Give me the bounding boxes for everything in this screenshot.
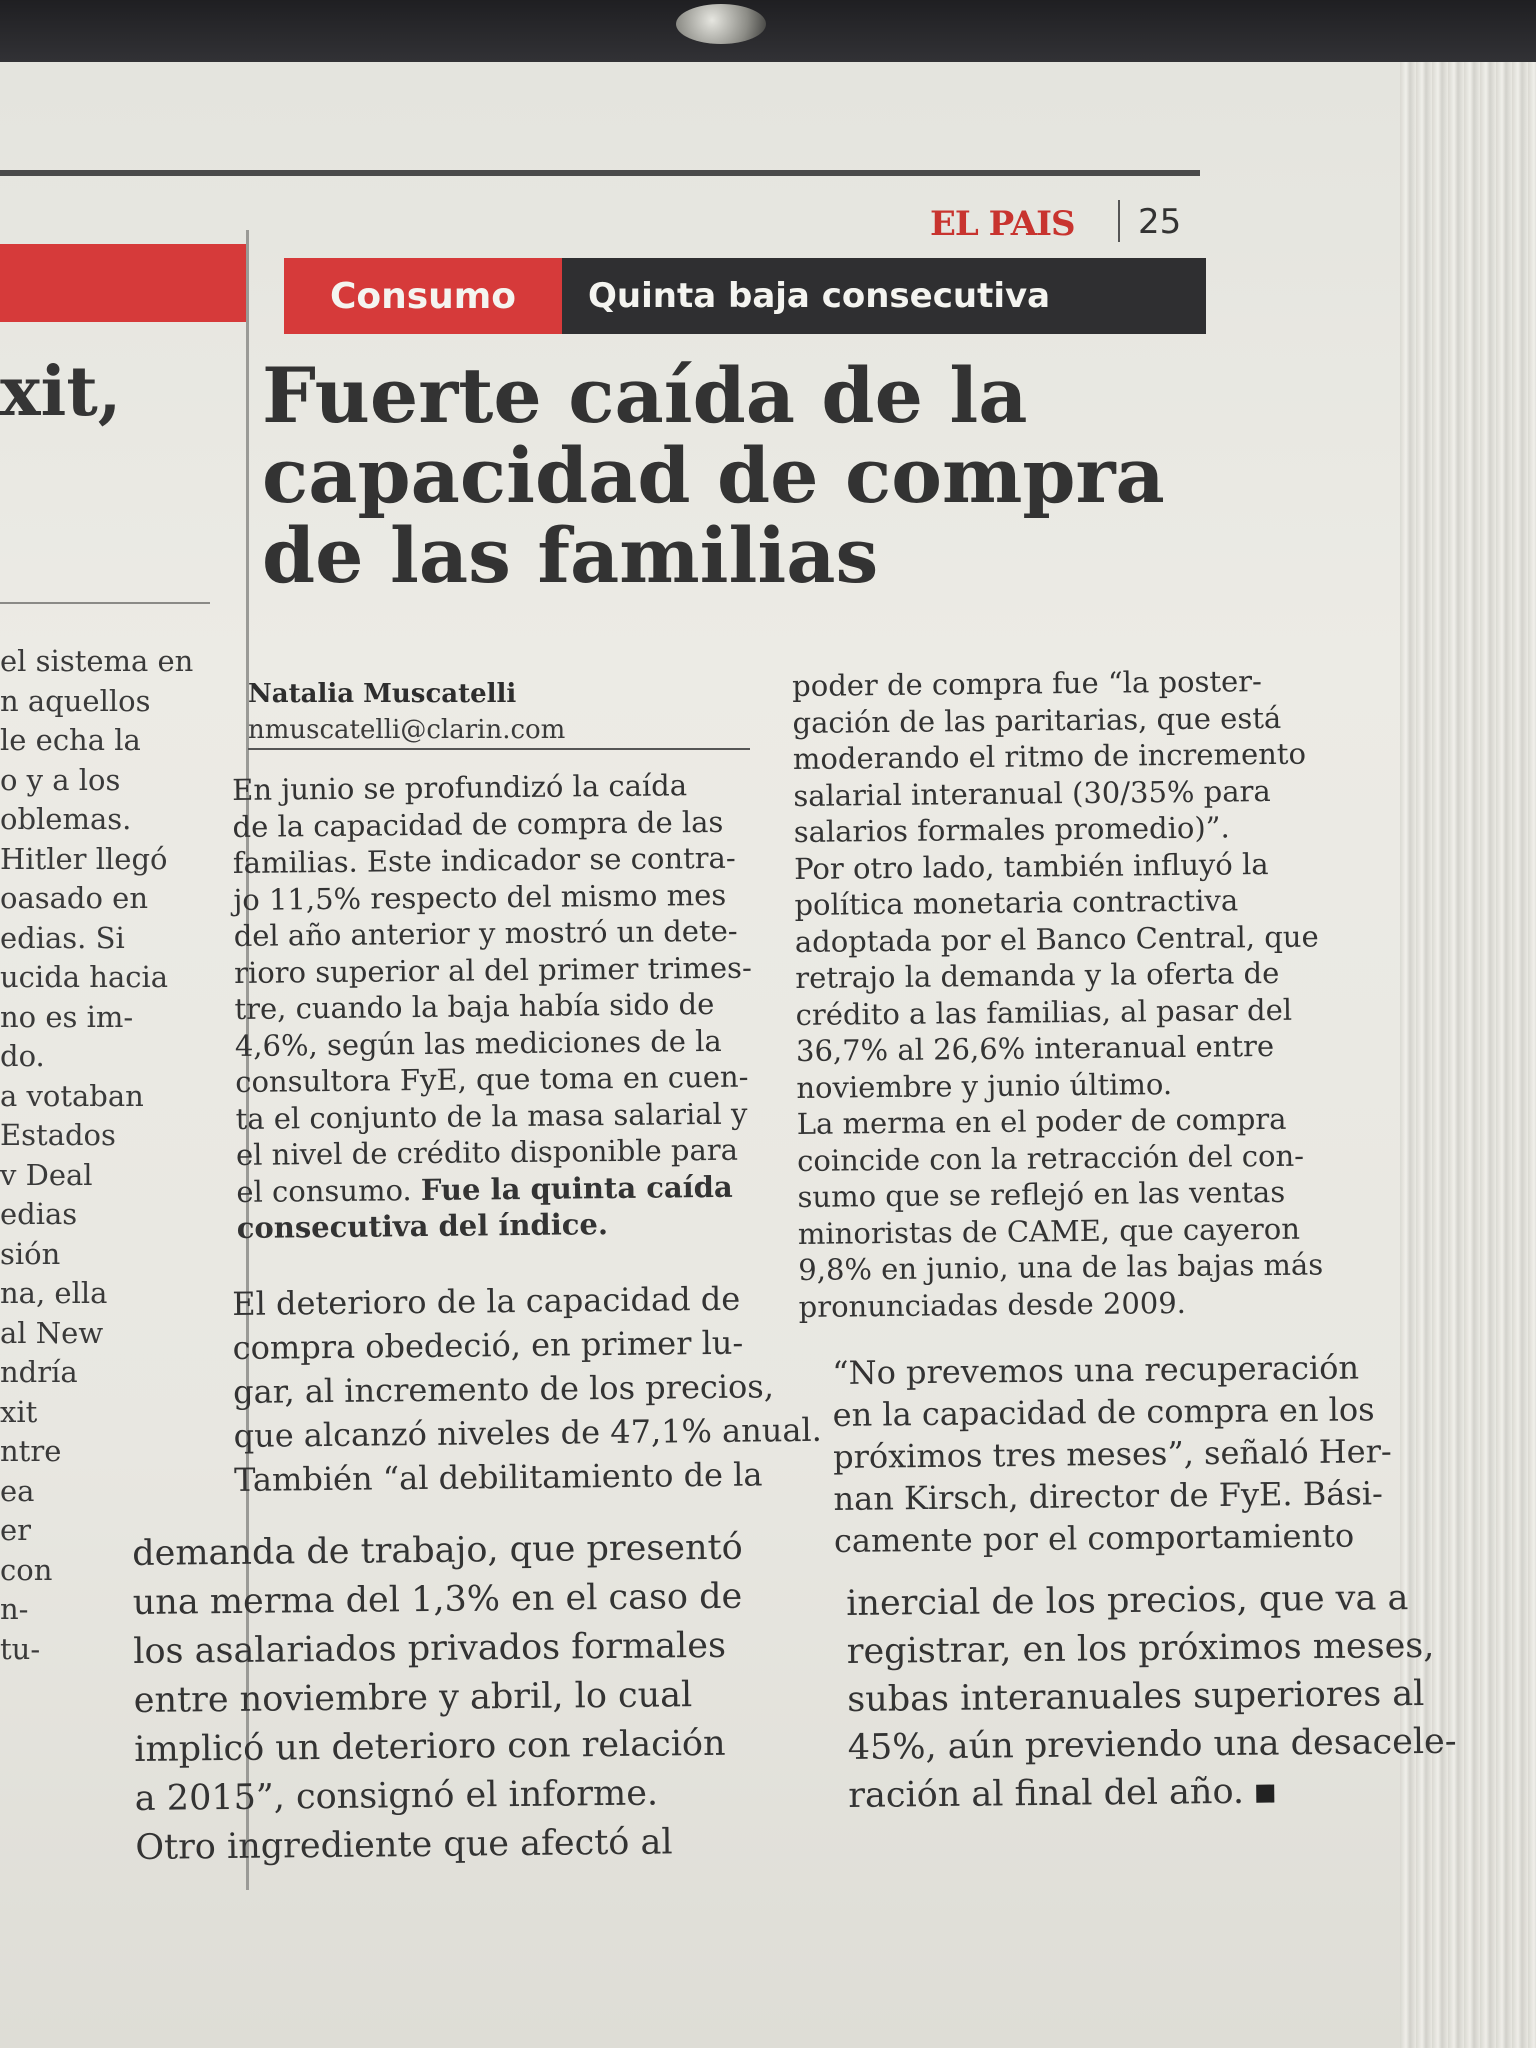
article-line: jo 11,5% respecto del mismo mes (233, 877, 727, 917)
bold-text: consecutiva del índice. (236, 1207, 609, 1245)
article-line: crédito a las familias, al pasar del (795, 992, 1293, 1032)
article-line: adoptada por el Banco Central, que (794, 919, 1319, 959)
article-line: al New (0, 1315, 104, 1350)
column-2-paragraph-end (846, 1574, 1457, 1820)
bold-text: Fue la quinta caída (420, 1169, 733, 1207)
article-line (236, 1168, 754, 1210)
article-column-1-cont2 (132, 1524, 746, 1873)
article-line: También “al debilitamiento de la (233, 1455, 763, 1499)
article-line: ntre (0, 1434, 62, 1468)
article-line: tre, cuando la baja había sido de (234, 986, 715, 1026)
article-line: política monetaria contractiva (794, 883, 1239, 922)
article-line: pronunciadas desde 2009. (798, 1285, 1187, 1324)
article-line: nan Kirsch, director de FyE. Bási- (833, 1474, 1384, 1518)
text-span: el consumo. (236, 1172, 422, 1209)
article-line: camente por el comportamiento (833, 1516, 1355, 1560)
article-line: inercial de los precios, que va a (846, 1578, 1409, 1624)
article-line: La merma en el poder de compra (796, 1101, 1287, 1141)
article-line: rioro superior al del primer trimes- (233, 950, 752, 990)
article-line: Otro ingrediente que afectó al (135, 1822, 673, 1868)
article-line: minoristas de CAME, que cayeron (797, 1211, 1301, 1251)
article-line: le echa la (0, 723, 141, 757)
article-line: en la capacidad de compra en los (832, 1390, 1375, 1434)
article-line: salarios formales promedio)”. (793, 810, 1230, 849)
article-line: ucida hacia (0, 960, 169, 994)
column-1-paragraph-1 (232, 767, 754, 1174)
article-line: coincide con la retracción del con- (796, 1138, 1305, 1178)
adjacent-section-bar (0, 244, 248, 322)
article-line: implicó un deterioro con relación (134, 1723, 726, 1770)
article-line: 45%, aún previendo una desacele- (847, 1721, 1457, 1768)
article-line: compra obedeció, en primer lu- (232, 1323, 744, 1367)
end-of-article-mark (1256, 1784, 1274, 1802)
article-line: edias (0, 1197, 78, 1231)
author-email: nmuscatelli@clarin.com (248, 715, 566, 745)
article-line: del año anterior y mostró un dete- (233, 913, 738, 953)
article-line: na, ella (0, 1276, 108, 1310)
article-line: Por otro lado, también influyó la (793, 846, 1269, 886)
section-subtitle: Quinta baja consecutiva (562, 258, 1206, 334)
article-line: Estados (0, 1118, 116, 1152)
article-line: a votaban (0, 1078, 144, 1113)
article-line: oasado en (0, 881, 149, 915)
article-line: una merma del 1,3% en el caso de (132, 1576, 743, 1623)
article-line: El deterioro de la capacidad de (232, 1279, 741, 1323)
article-column-2 (792, 663, 1324, 1325)
article-line: que alcanzó niveles de 47,1% anual. (233, 1410, 823, 1455)
article-line: n- (0, 1592, 29, 1626)
article-line: gar, al incremento de los precios, (232, 1367, 775, 1411)
top-rule (0, 170, 1200, 176)
article-line: 36,7% al 26,6% interanual entre (795, 1028, 1275, 1068)
article-line: “No prevemos una recuperación (832, 1348, 1360, 1392)
article-line: 9,8% en junio, una de las bajas más (798, 1247, 1324, 1287)
article-line: sumo que se reflejó en las ventas (797, 1174, 1286, 1214)
adjacent-article-column (0, 642, 212, 1669)
author-name: Natalia Muscatelli (248, 679, 517, 709)
article-line: el nivel de crédito disponible para (235, 1132, 739, 1172)
binder-clip (676, 4, 766, 44)
article-line: En junio se profundizó la caída (232, 768, 688, 807)
article-line: a 2015”, consignó el informe. (134, 1773, 659, 1819)
headline-line: de las familias (262, 511, 879, 600)
article-line: ración al final del año. (848, 1766, 1457, 1820)
headline-line: Fuerte caída de la (262, 351, 1028, 440)
article-line: v Deal (0, 1157, 93, 1192)
article-line: edias. Si (0, 920, 125, 955)
column-2-paragraph-quote (832, 1346, 1393, 1562)
logo-divider (1118, 200, 1120, 242)
article-line: xit (0, 1394, 38, 1429)
article-line: familias. Este indicador se contra- (232, 840, 736, 880)
article-line: consultora FyE, que toma en cuen- (235, 1059, 749, 1099)
article-column-2-cont2 (846, 1574, 1457, 1820)
section-tag: Consumo (284, 258, 562, 334)
article-line: entre noviembre y abril, lo cual (133, 1675, 693, 1721)
article-line: salarial interanual (30/35% para (793, 773, 1271, 813)
article-line: el sistema en (0, 644, 194, 678)
article-line: no es im- (0, 999, 134, 1034)
byline-rule (248, 748, 750, 750)
headline-line: capacidad de compra (262, 431, 1165, 520)
article-line: sión (0, 1236, 61, 1271)
column-1-paragraph-3 (132, 1524, 746, 1873)
article-line: Hitler llegó (0, 841, 168, 876)
article-line: er (0, 1513, 32, 1547)
article-line: n aquellos (0, 683, 151, 718)
article-line: con (0, 1552, 53, 1587)
article-line: 4,6%, según las mediciones de la (234, 1023, 722, 1063)
article-line: próximos tres meses”, señaló Her- (832, 1432, 1392, 1476)
article-line: do. (0, 1039, 45, 1073)
article-line: de la capacidad de compra de las (232, 804, 724, 844)
article-line: tu- (0, 1631, 41, 1666)
article-line: demanda de trabajo, que presentó (132, 1527, 743, 1574)
article-line (237, 1205, 755, 1247)
article-line: retrajo la demanda y la oferta de (795, 955, 1280, 995)
article-line: oblemas. (0, 802, 132, 836)
article-line: gación de las paritarias, que está (792, 700, 1282, 740)
article-line: moderando el ritmo de incremento (792, 736, 1307, 776)
article-line: o y a los (0, 762, 121, 797)
column-2-paragraphs (792, 663, 1324, 1325)
page-number: 25 (1138, 202, 1182, 242)
adjacent-rule (0, 602, 210, 604)
article-headline (262, 351, 1262, 600)
byline (248, 676, 565, 748)
article-column-2-cont (832, 1346, 1393, 1562)
article-line: subas interanuales superiores al (847, 1673, 1425, 1720)
article-line: ta el conjunto de la masa salarial y (235, 1096, 748, 1136)
column-1-paragraph-2 (232, 1276, 823, 1502)
article-line: ea (0, 1473, 35, 1508)
article-line: noviembre y junio último. (796, 1066, 1173, 1105)
article-line: registrar, en los próximos meses, (846, 1625, 1435, 1672)
article-line: los asalariados privados formales (133, 1625, 727, 1672)
article-column-1 (232, 767, 755, 1247)
article-line: poder de compra fue “la poster- (792, 664, 1263, 703)
article-column-1-cont (232, 1276, 823, 1502)
adjacent-headline-fragment: xit, (0, 352, 122, 432)
article-line: ndría (0, 1355, 78, 1389)
paper-section-logo: EL PAIS (930, 204, 1075, 244)
